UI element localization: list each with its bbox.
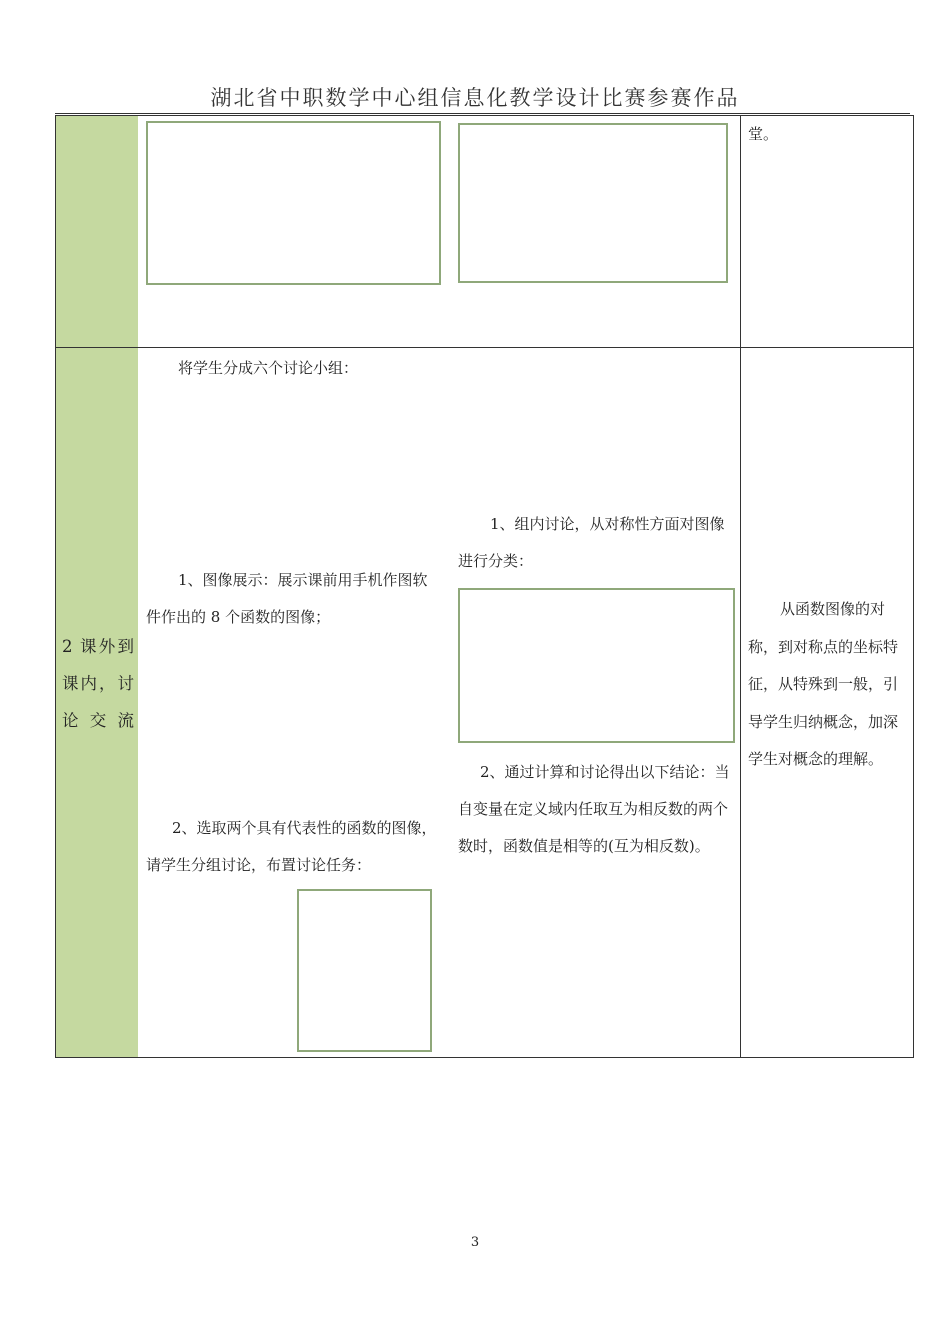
teacher-item-1: 1、图像展示：展示课前用手机作图软件作出的 8 个函数的图像；	[146, 571, 428, 626]
row1-note: 堂。	[748, 125, 779, 143]
stage-column	[56, 116, 138, 1057]
student-item-1: 1、组内讨论，从对称性方面对图像进行分类：	[458, 515, 725, 570]
student-item-2: 2、通过计算和讨论得出以下结论：当自变量在定义域内任取互为相反数的两个数时，函数值是相等的(互为相反数)。	[458, 763, 730, 855]
image-placeholder	[458, 123, 728, 283]
lesson-plan-table	[55, 115, 914, 1058]
image-placeholder	[146, 121, 441, 285]
page-header-title: 湖北省中职数学中心组信息化教学设计比赛参赛作品	[210, 86, 740, 110]
image-placeholder	[458, 588, 735, 743]
image-placeholder	[297, 889, 432, 1052]
design-intent: 从函数图像的对称，到对称点的坐标特征，从特殊到一般，引导学生归纳概念，加深学生对概念的理解。	[748, 600, 899, 768]
row-divider	[56, 347, 913, 348]
page-number: 3	[470, 1235, 480, 1250]
stage-label: 2 课外到 课内，讨论交流	[62, 637, 134, 730]
header-divider	[55, 113, 910, 114]
teacher-intro: 将学生分成六个讨论小组：	[178, 359, 359, 377]
column-divider	[740, 116, 741, 1057]
teacher-item-2: 2、选取两个具有代表性的函数的图像，请学生分组讨论，布置讨论任务：	[146, 819, 437, 874]
